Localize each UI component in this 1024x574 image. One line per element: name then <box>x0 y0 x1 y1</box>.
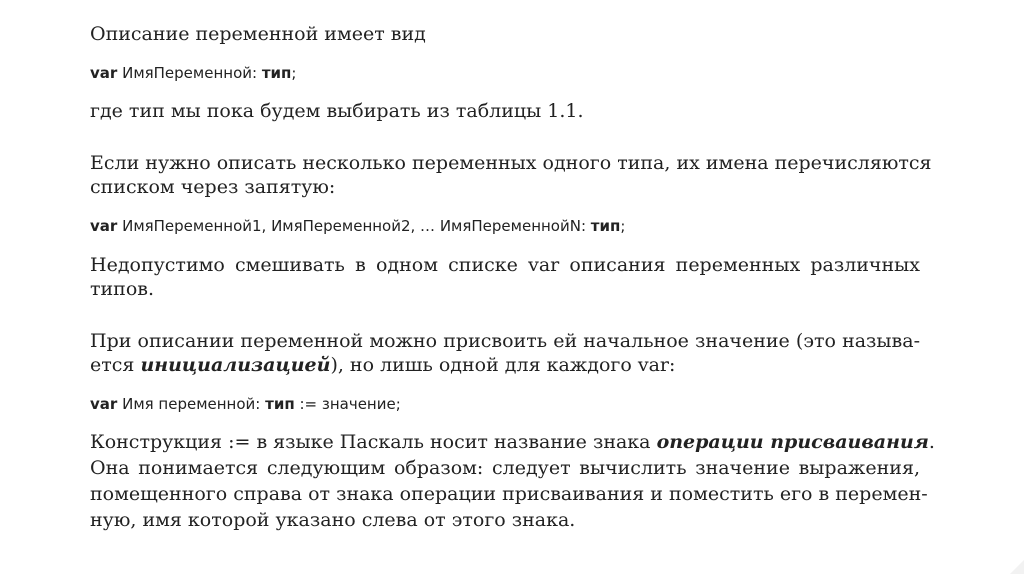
code-variable-name: Имя переменной: <box>122 395 266 413</box>
text-segment: ется <box>90 354 141 376</box>
code-var-declaration <box>90 63 296 83</box>
paragraph-line: ную, имя которой указано слева от этого знака. <box>90 509 576 531</box>
paragraph-variable-declaration-intro: Описание переменной имеет вид <box>90 23 426 45</box>
code-type: тип <box>265 395 295 413</box>
code-colon: : <box>252 64 262 82</box>
paragraph-line: помещенного справа от знака операции присваивания и поместить его в перемен- <box>90 483 928 505</box>
term-assignment-operation: операции присваивания <box>656 431 929 453</box>
code-keyword-var: var <box>90 395 118 413</box>
code-keyword-var: var <box>90 217 118 235</box>
paragraph-type-table-reference: где тип мы пока будем выбирать из таблицы 1.1. <box>90 100 584 122</box>
text-segment: ), но лишь одной для каждого var: <box>330 354 676 376</box>
paragraph-line: При описании переменной можно присвоить ей начальное значение (это называ- <box>90 330 920 352</box>
code-semicolon: ; <box>620 217 626 235</box>
paragraph-line: списком через запятую: <box>90 176 336 198</box>
paragraph-line <box>90 353 920 377</box>
code-type: тип <box>590 217 621 235</box>
paragraph-line: типов. <box>90 278 155 300</box>
paragraph-line: Недопустимо смешивать в одном списке var описания переменных различных <box>90 254 920 276</box>
paragraph-line: Она понимается следующим образом: следует вычислить значение выражения, <box>90 457 920 479</box>
term-initialization: инициализацией <box>140 354 331 376</box>
page-corner-fold <box>1010 560 1024 574</box>
code-semicolon: ; <box>291 64 297 82</box>
paragraph-line <box>90 430 935 454</box>
text-segment: Конструкция := в языке Паскаль носит название знака <box>90 431 657 453</box>
code-var-initialization <box>90 394 401 414</box>
code-variable-list: ИмяПеременной1, ИмяПеременной2, … ИмяПеременнойN: <box>122 217 591 235</box>
code-assignment: := значение; <box>294 395 401 413</box>
code-type: тип <box>261 64 292 82</box>
code-variable-name: ИмяПеременной <box>122 64 252 82</box>
code-var-list-declaration <box>90 216 625 236</box>
text-segment: . <box>928 431 935 453</box>
paragraph-line: Если нужно описать несколько переменных одного типа, их имена перечисляются <box>90 152 932 174</box>
code-keyword-var: var <box>90 64 118 82</box>
